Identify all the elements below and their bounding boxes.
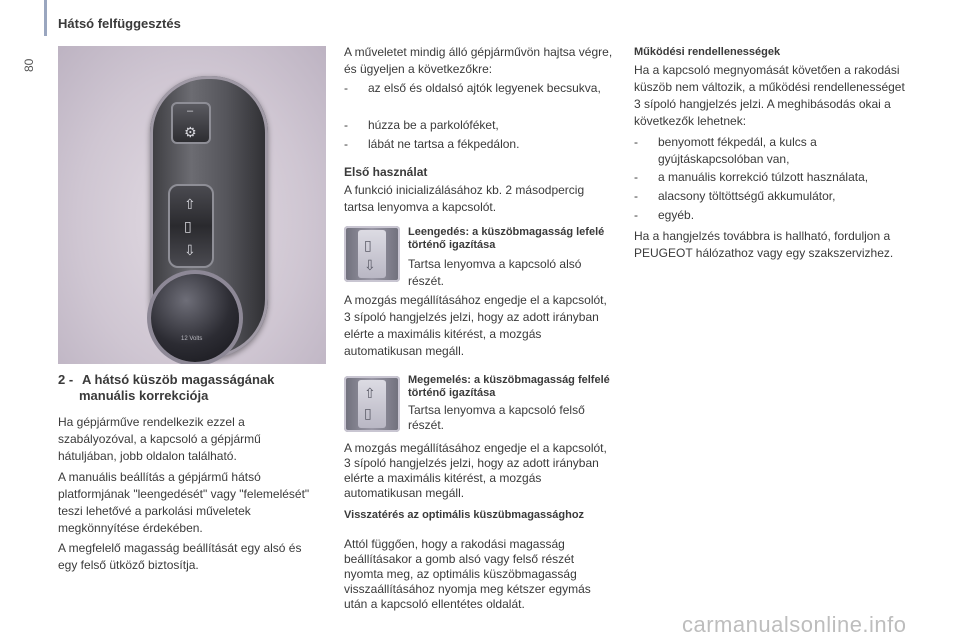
top-button-symbol: –	[187, 105, 194, 117]
malfunction-outro: Ha a hangjelzés továbbra is hallható, forduljon a PEUGEOT hálózathoz vagy egy szakszervizhez.	[634, 229, 894, 260]
lower-title: Leengedés: a küszöbmagasság lefelé történő igazítása	[408, 226, 605, 251]
raise-title: Megemelés: a küszöbmagasság felfelé történő igazítása	[408, 374, 610, 399]
seat-icon: ▯	[364, 405, 372, 421]
first-use-title: Első használat	[344, 165, 428, 179]
suspension-icon: ⚙	[184, 124, 197, 140]
raise-text: Tartsa lenyomva a kapcsoló felső részét.	[408, 403, 585, 432]
switch-photo	[58, 46, 326, 364]
first-use-text: A funkció inicializálásához kb. 2 másodpercig tartsa lenyomva a kapcsolót.	[344, 183, 585, 214]
intro-text: A műveletet mindig álló gépjárművön hajtsa végre, és ügyeljen a következőkre:	[344, 45, 613, 76]
manual-correction-heading: 2 - A hátsó küszöb magasságának manuális korrekciója	[58, 372, 275, 403]
cause-item: - alacsony töltöttségű akkumulátor,	[634, 189, 836, 203]
cause-item: - benyomott fékpedál, a kulcs a gyújtáskapcsolóban van,	[634, 135, 817, 166]
arrow-down-icon: ⇩	[184, 242, 196, 258]
arrow-down-icon: ⇩	[364, 257, 376, 273]
left-paragraph-1: Ha gépjárműve rendelkezik ezzel a szabályozóval, a kapcsoló a gépjármű hátuljában, jobb oldalon található.	[58, 415, 261, 463]
condition-item: - az első és oldalsó ajtók legyenek becsukva,	[344, 81, 601, 95]
raise-button-image	[344, 376, 400, 432]
voltage-label: 12 Volts	[181, 336, 203, 342]
section-title: Hátsó felfüggesztés	[58, 16, 181, 31]
raise-after-text: A mozgás megállításához engedje el a kapcsolót, 3 sípoló hangjelzés jelzi, hogy az adott irányban elérte a maximális kitérést, a mozgás automatikusan megáll.	[344, 441, 607, 500]
cause-item: - a manuális korrekció túlzott használata,	[634, 170, 869, 184]
return-title: Visszatérés az optimális küszübmagassághoz	[344, 509, 585, 521]
return-text: Attól függően, hogy a rakodási magasság beállításakor a gomb alsó vagy felső részét nyomta meg, az optimális küszöbmagasság visszaállításához nyomja meg kétszer egymás után a kapcsoló ellentétes oldalát.	[344, 537, 591, 611]
condition-item: - lábát ne tartsa a fékpedálon.	[344, 137, 520, 151]
knob	[151, 274, 239, 362]
page-number: 80	[22, 58, 36, 72]
left-paragraph-2: A manuális beállítás a gépjármű hátsó platformjának "leengedését" vagy "felemelését" teszi lehetővé a parkolási műveletek megkönnyítése érdekében.	[58, 470, 310, 535]
header-accent-bar	[44, 0, 47, 36]
lower-after-text: A mozgás megállításához engedje el a kapcsolót, 3 sípoló hangjelzés jelzi, hogy az adott irányban elérte a maximális kitérést, a mozgás automatikusan megáll.	[344, 293, 607, 358]
lower-text: Tartsa lenyomva a kapcsoló alsó részét.	[408, 257, 582, 288]
watermark: carmanualsonline.info	[682, 612, 907, 637]
arrow-up-icon: ⇧	[184, 196, 196, 212]
seat-icon: ▯	[364, 237, 372, 253]
lower-button-image	[344, 226, 400, 282]
malfunction-title: Működési rendellenességek	[634, 46, 781, 58]
top-button	[171, 102, 211, 144]
rocker-switch	[168, 184, 214, 268]
cause-item: - egyéb.	[634, 208, 695, 222]
condition-item: - húzza be a parkolóféket,	[344, 118, 499, 132]
malfunction-intro: Ha a kapcsoló megnyomását követően a rakodási küszöb nem változik, a működési rendellenességet 3 sípoló hangjelzés jelzi. A meghibásodás okai a következők lehetnek:	[634, 63, 905, 128]
seat-icon: ▯	[184, 218, 192, 234]
left-paragraph-3: A megfelelő magasság beállítását egy alsó és egy felső ütköző biztosítja.	[58, 541, 302, 572]
arrow-up-icon: ⇧	[364, 385, 376, 401]
